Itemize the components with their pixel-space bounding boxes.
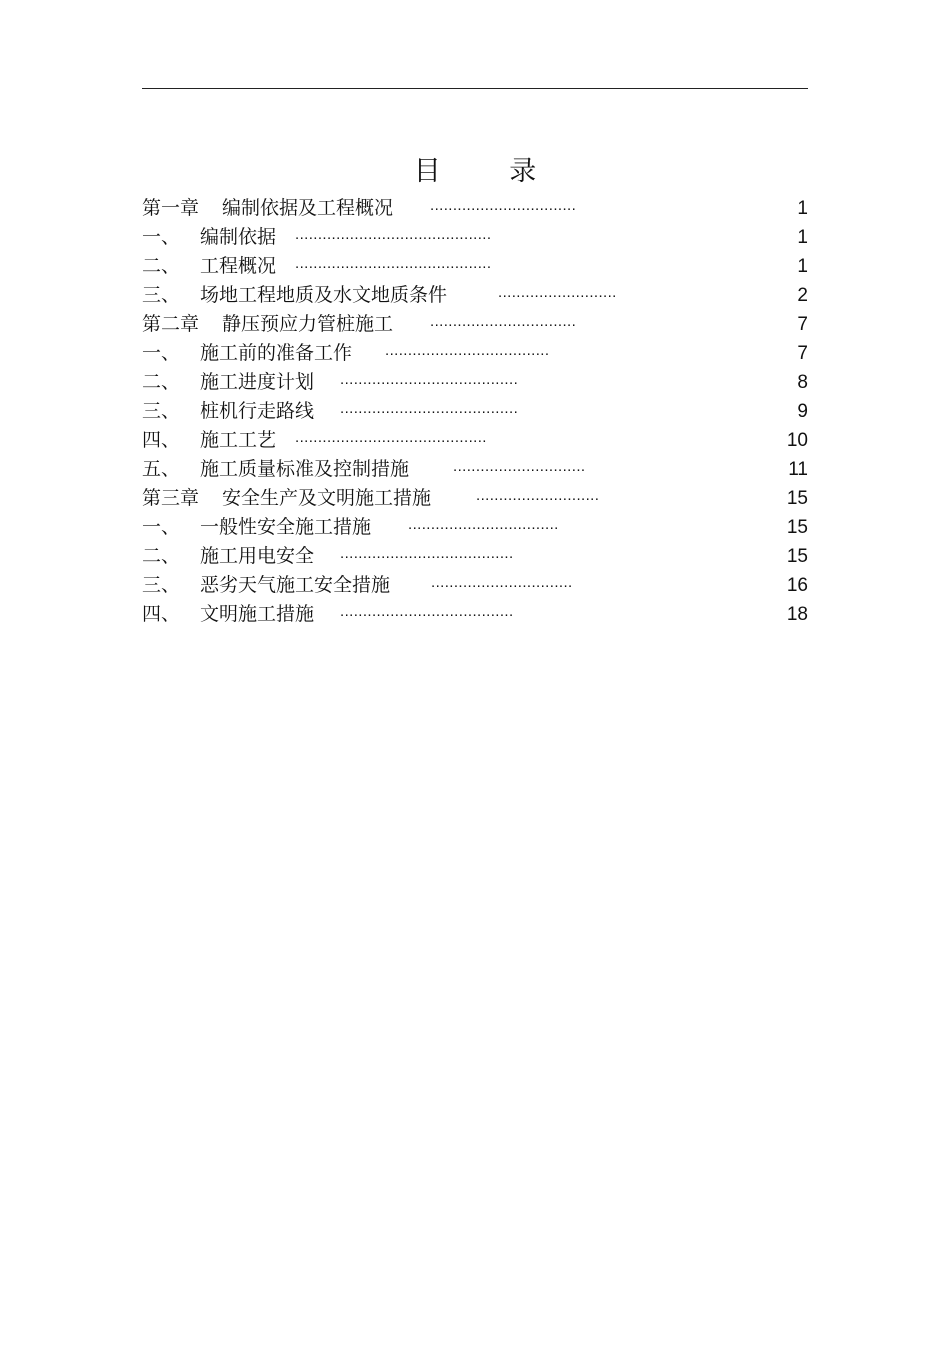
- toc-entry[interactable]: [142, 600, 808, 629]
- toc-leader-dots: ................................: [430, 197, 577, 214]
- toc-leader-dots: ...........................................: [295, 226, 492, 243]
- toc-page-number: 11: [788, 459, 808, 480]
- toc-entry-number: 二、: [142, 545, 181, 567]
- toc-entry-label: [142, 252, 276, 281]
- toc-entry[interactable]: [142, 571, 808, 600]
- toc-leader-dots: ....................................: [385, 342, 550, 359]
- toc-entry-label: [142, 310, 393, 339]
- toc-entry[interactable]: [142, 455, 808, 484]
- toc-page-number: 8: [797, 372, 808, 393]
- toc-entry-label: [142, 339, 352, 368]
- toc-page-number: 1: [797, 256, 808, 277]
- toc-leader-dots: .......................................: [340, 371, 519, 388]
- toc-entry-text: 静压预应力管桩施工: [222, 313, 394, 335]
- toc-entry-text: 工程概况: [200, 255, 277, 277]
- toc-entry-text: 桩机行走路线: [200, 400, 315, 422]
- toc-entry-label: [142, 484, 431, 513]
- toc-entry-label: [142, 455, 409, 484]
- toc-entry-text: 编制依据及工程概况: [222, 197, 394, 219]
- toc-leader-dots: ...............................: [431, 574, 573, 591]
- toc-entry-number: 二、: [142, 255, 181, 277]
- toc-entry[interactable]: [142, 426, 808, 455]
- toc-entry-text: 恶劣天气施工安全措施: [200, 574, 391, 596]
- toc-entry-label: [142, 281, 447, 310]
- toc-title: 目 录: [413, 156, 567, 187]
- toc-leader-dots: ...........................: [476, 487, 600, 504]
- toc-page-number: 15: [786, 517, 808, 538]
- toc-entry-number: 五、: [142, 458, 181, 480]
- toc-entry-text: 安全生产及文明施工措施: [222, 487, 432, 509]
- toc-leader-dots: .......................................: [340, 400, 519, 417]
- toc-entry-number: 一、: [142, 516, 181, 538]
- toc-entry[interactable]: [142, 310, 808, 339]
- toc-page-number: 1: [797, 227, 808, 248]
- toc-leader-dots: ................................: [430, 313, 577, 330]
- toc-leader-dots: ...........................................: [295, 255, 492, 272]
- toc-entry-number: 四、: [142, 429, 181, 451]
- toc-leader-dots: ..........................................: [295, 429, 487, 446]
- toc-entry-text: 场地工程地质及水文地质条件: [200, 284, 448, 306]
- toc-entry[interactable]: [142, 194, 808, 223]
- toc-entry-number: 一、: [142, 342, 181, 364]
- toc-entry[interactable]: [142, 223, 808, 252]
- toc-leader-dots: ..........................: [498, 284, 617, 301]
- toc-page-number: 18: [786, 604, 808, 625]
- toc-entry-text: 施工进度计划: [200, 371, 315, 393]
- toc-page-number: 2: [797, 285, 808, 306]
- toc-page-number: 16: [786, 575, 808, 596]
- toc-entry-number: 第三章: [142, 487, 200, 509]
- toc-page-number: 7: [797, 343, 808, 364]
- toc-page-number: 7: [797, 314, 808, 335]
- toc-leader-dots: .................................: [408, 516, 559, 533]
- toc-entry-label: [142, 194, 393, 223]
- toc-entry-label: [142, 600, 314, 629]
- toc-page-number: 15: [786, 488, 808, 509]
- toc-entry-number: 三、: [142, 284, 181, 306]
- toc-page-number: 1: [797, 198, 808, 219]
- toc-entry-label: [142, 397, 314, 426]
- toc-entry-number: 一、: [142, 226, 181, 248]
- header-rule: [142, 88, 808, 89]
- toc-page-number: 15: [786, 546, 808, 567]
- toc-entry-number: 三、: [142, 574, 181, 596]
- toc-entry-label: [142, 571, 390, 600]
- toc-entry-text: 施工工艺: [200, 429, 277, 451]
- toc-entry-text: 一般性安全施工措施: [200, 516, 372, 538]
- toc-entry-label: [142, 542, 314, 571]
- toc-entry[interactable]: [142, 252, 808, 281]
- toc-page-number: 10: [786, 430, 808, 451]
- toc-entry[interactable]: [142, 484, 808, 513]
- toc-entry-label: [142, 223, 276, 252]
- toc-entry-label: [142, 426, 276, 455]
- toc-entry-text: 施工用电安全: [200, 545, 315, 567]
- toc-entry-label: [142, 368, 314, 397]
- toc-entry-number: 二、: [142, 371, 181, 393]
- toc-entry[interactable]: [142, 513, 808, 542]
- toc-entry[interactable]: [142, 281, 808, 310]
- toc-entry-text: 编制依据: [200, 226, 277, 248]
- toc-entry-number: 第一章: [142, 197, 200, 219]
- toc-entry[interactable]: [142, 542, 808, 571]
- toc-leader-dots: .............................: [453, 458, 586, 475]
- toc-leader-dots: ......................................: [340, 603, 514, 620]
- toc-leader-dots: ......................................: [340, 545, 514, 562]
- toc-entry[interactable]: [142, 368, 808, 397]
- toc-entry-text: 施工前的准备工作: [200, 342, 353, 364]
- toc-entry[interactable]: [142, 339, 808, 368]
- toc-entry-text: 施工质量标准及控制措施: [200, 458, 410, 480]
- toc-entry-label: [142, 513, 371, 542]
- toc-entry-text: 文明施工措施: [200, 603, 315, 625]
- toc-entry-number: 三、: [142, 400, 181, 422]
- toc-entry-number: 第二章: [142, 313, 200, 335]
- toc-entry[interactable]: [142, 397, 808, 426]
- toc-page-number: 9: [797, 401, 808, 422]
- toc-entry-number: 四、: [142, 603, 181, 625]
- toc-list: [142, 194, 808, 629]
